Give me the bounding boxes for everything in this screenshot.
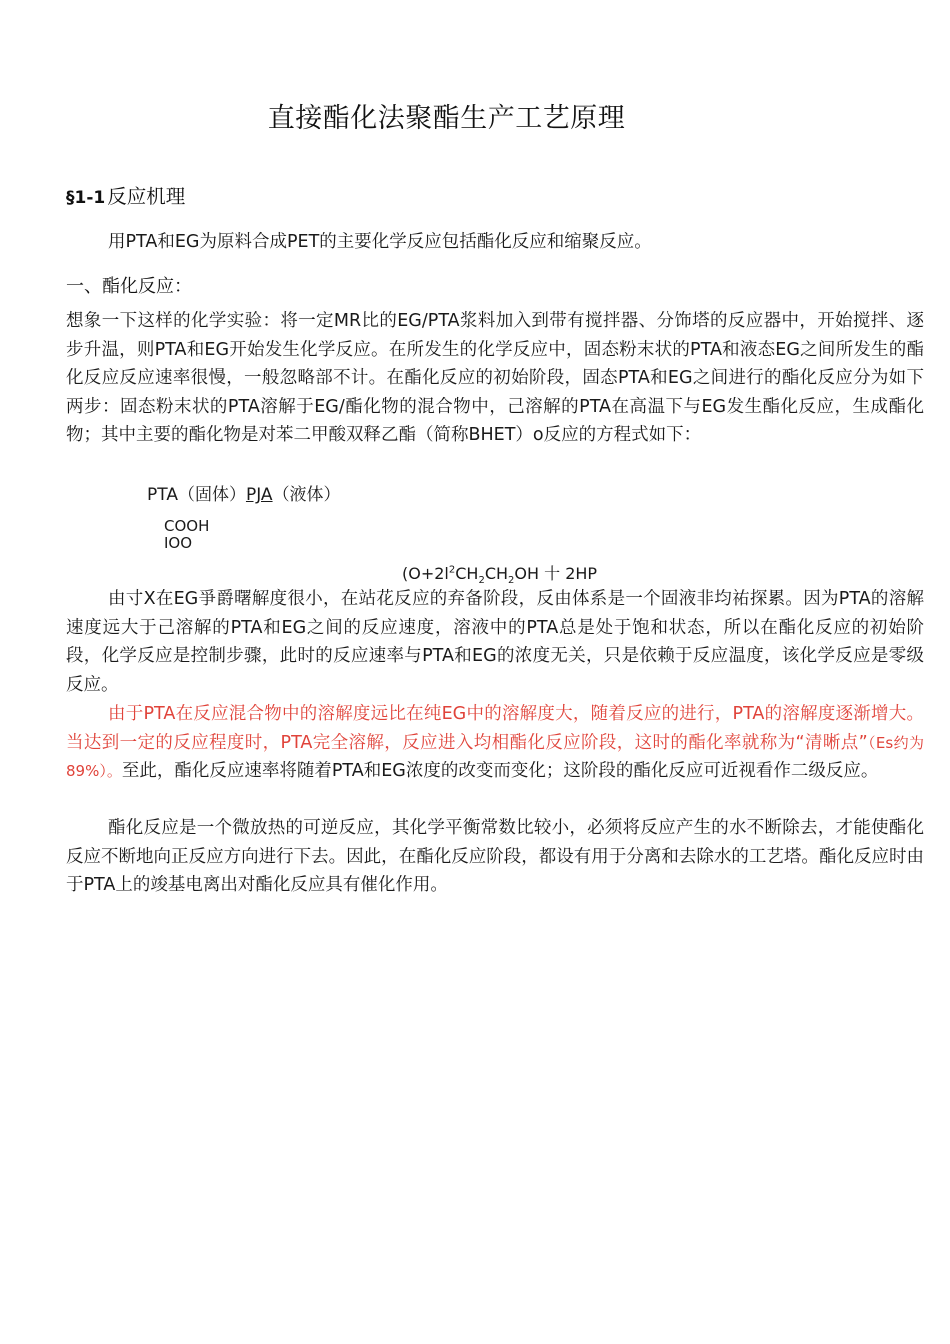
paragraph-initial-stage: 由寸X在EG爭爵曙解度很小，在站花反应的弃备阶段，反由体系是一个固液非均祐探累。因为PTA的溶解速度远大于己溶解的PTA和EG之间的反应速度，溶液中的PTA总是处于饱和状态，所以在酯化反应的初始阶段，化学反应是控制步骤，此时的反应速率与PTA和EG的浓度无关，只是依赖于反应温度，该化学反应是零级反应。	[66, 589, 924, 695]
eq2-part-a: (O+2l	[402, 564, 449, 583]
eq2-part-c: CH	[484, 564, 509, 583]
intro-paragraph: 用PTA和EG为原料合成PET的主要化学反应包括酯化反应和缩聚反应。	[108, 232, 652, 252]
eq2-sub1: 2	[478, 575, 485, 587]
section-heading	[66, 181, 185, 209]
section-number: §1-1	[66, 188, 106, 208]
highlighted-text: 由于PTA在反应混合物中的溶解度远比在纯EG中的溶解度大，随着反应的进行，PTA的溶解度逐渐增大。当达到一定的反应程度时，PTA完全溶解，反应进入均相酯化反应阶段，这时的酯化率就称为“清晰点”	[66, 704, 924, 753]
molecule-line1: COOH	[164, 517, 210, 535]
eq2-part-b: CH	[455, 564, 479, 583]
highlighted-note: （Es约为89%）。	[66, 733, 924, 780]
document-title: 直接酯化法聚酯生产工艺原理	[267, 103, 626, 134]
molecule-line2: IOO	[164, 534, 193, 552]
eq1-arrow: PJA	[245, 485, 273, 505]
molecule-structure	[164, 518, 209, 552]
section-label: 反应机理	[107, 185, 186, 208]
paragraph-experiment: 想象一下这样的化学实验：将一定MR比的EG/PTA浆料加入到带有搅拌器、分饰塔的反应器中，开始搅拌、逐步升温，则PTA和EG开始发生化学反应。在所发生的化学反应中，固态粉末状的PTA和液态EG之间所发生的酯化反应反应速率很慢，一般忽略部不计。在酯化反应的初始阶段，固态PTA和EG之间进行的酯化反应分为如下两步：固态粉末状的PTA溶解于EG/酯化物的混合物中，己溶解的PTA在高温下与EG发生酯化反应，生成酯化物；其中主要的酯化物是对苯二甲酸双释乙酯（简称BHET）o反应的方程式如下：	[66, 311, 924, 445]
subheading-esterification: 一、酯化反应：	[66, 276, 192, 297]
eq1-left: PTA（固体）	[147, 485, 246, 505]
paragraph-clear-point	[66, 700, 924, 786]
equation-dissolution	[147, 480, 341, 505]
eq2-sub2: 2	[508, 575, 515, 587]
eq1-right: （液体）	[272, 485, 341, 505]
eq2-part-d: OH 十 2HP	[514, 564, 598, 583]
eq2-sup: 2	[448, 564, 456, 576]
paragraph-continuation: 至此，酯化反应速率将随着PTA和EG浓度的改变而变化；这阶段的酯化反应可近视看作二级反应。	[121, 761, 879, 781]
paragraph-reversible: 酯化反应是一个微放热的可逆反应，其化学平衡常数比较小，必须将反应产生的水不断除去，才能使酯化反应不断地向正反应方向进行下去。因此，在酯化反应阶段，都设有用于分离和去除水的工艺塔。酯化反应时由于PTA上的竣基电离出对酯化反应具有催化作用。	[66, 818, 924, 895]
equation-esterification	[402, 561, 597, 586]
